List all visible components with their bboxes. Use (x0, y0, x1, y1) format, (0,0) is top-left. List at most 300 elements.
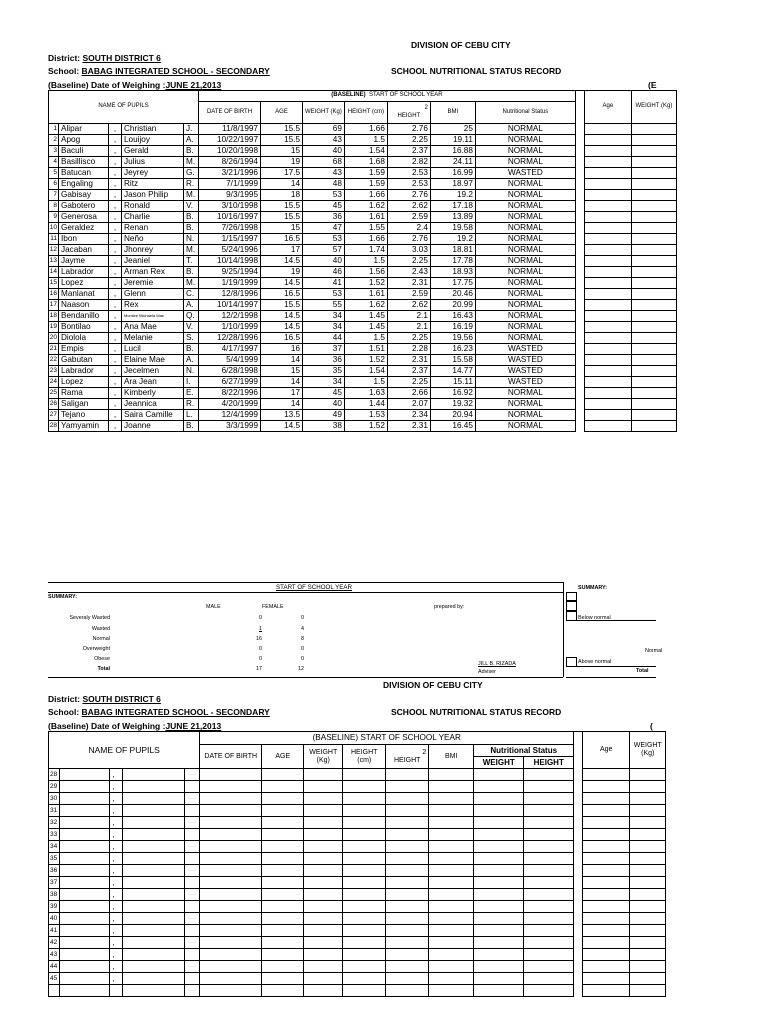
middle-initial: B. (184, 145, 199, 156)
col-header-height-2: HEIGHT (cm) (343, 745, 386, 769)
weight: 53 (303, 189, 345, 200)
table-row (49, 865, 666, 877)
spacer-cell (575, 299, 584, 310)
empty-cell (429, 889, 474, 901)
last-name: Gabisay (59, 189, 109, 200)
table-row (49, 901, 666, 913)
col-header-status-height: HEIGHT (524, 757, 574, 769)
first-name: Julius (122, 156, 184, 167)
empty-cell (584, 244, 631, 255)
age: 15 (261, 145, 303, 156)
empty-cell (583, 901, 630, 913)
empty-cell (474, 829, 524, 841)
weight: 68 (303, 156, 345, 167)
empty-cell (474, 877, 524, 889)
empty-cell (524, 769, 574, 781)
summary-female-value: 12 (298, 666, 304, 672)
height: 1.45 (344, 321, 387, 332)
row-number: 24 (49, 376, 59, 387)
empty-cell (630, 949, 666, 961)
first-name: Jecelmen (122, 365, 184, 376)
empty-cell (631, 156, 676, 167)
empty-cell (584, 266, 631, 277)
empty-cell (584, 200, 631, 211)
row-number: 17 (49, 299, 59, 310)
middle-initial: L. (184, 409, 199, 420)
weight: 45 (303, 200, 345, 211)
empty-cell (583, 853, 630, 865)
height-squared: 2.37 (387, 365, 430, 376)
bmi: 19.58 (430, 222, 475, 233)
bmi: 15.11 (430, 376, 475, 387)
empty-cell (429, 865, 474, 877)
spacer-cell (575, 420, 584, 431)
weighing-line-2 (48, 721, 221, 731)
bmi: 15.58 (430, 354, 475, 365)
table-row (49, 321, 677, 332)
middle-initial: G. (184, 167, 199, 178)
col-header-age-2: AGE (262, 745, 304, 769)
empty-cell (123, 925, 185, 937)
bmi: 19.32 (430, 398, 475, 409)
table-row (49, 829, 666, 841)
nutritional-status: NORMAL (475, 211, 575, 222)
table-row (49, 805, 666, 817)
empty-cell (262, 829, 304, 841)
comma: , (109, 387, 122, 398)
summary-category: Wasted (91, 626, 110, 632)
comma: , (110, 949, 123, 961)
empty-cell (584, 387, 631, 398)
table-row (49, 409, 677, 420)
school-line (48, 66, 270, 76)
col-header-height: HEIGHT (cm) (344, 101, 387, 123)
empty-cell (429, 853, 474, 865)
empty-cell (343, 925, 386, 937)
summary-female-value: 0 (301, 615, 304, 621)
height-squared: 2.59 (387, 288, 430, 299)
row-number: 14 (49, 266, 59, 277)
comma: , (110, 865, 123, 877)
comma: , (110, 793, 123, 805)
last-name: Ibon (59, 233, 109, 244)
row-number: 36 (49, 865, 60, 877)
weight: 34 (303, 310, 345, 321)
comma: , (109, 321, 122, 332)
row-number: 43 (49, 949, 60, 961)
weight: 47 (303, 222, 345, 233)
empty-cell (584, 277, 631, 288)
table-row (49, 200, 677, 211)
age: 15 (261, 365, 303, 376)
empty-cell (123, 829, 185, 841)
last-name: Empis (59, 343, 109, 354)
empty-cell (631, 123, 676, 134)
col-header-bmi-2: BMI (429, 745, 474, 769)
nutritional-status: WASTED (475, 376, 575, 387)
empty-cell (631, 376, 676, 387)
height: 1.53 (344, 409, 387, 420)
height-squared: 2.31 (387, 354, 430, 365)
empty-cell (630, 913, 666, 925)
table-row (49, 853, 666, 865)
first-name: Lucil (122, 343, 184, 354)
date-of-birth: 3/21/1996 (199, 167, 261, 178)
table-row (49, 354, 677, 365)
table-row (49, 913, 666, 925)
bmi: 17.78 (430, 255, 475, 266)
last-name: Lopez (59, 376, 109, 387)
row-number: 12 (49, 244, 59, 255)
last-name: Rama (59, 387, 109, 398)
comma: , (110, 853, 123, 865)
row-number: 42 (49, 937, 60, 949)
table-row (49, 889, 666, 901)
height-squared: 3.03 (387, 244, 430, 255)
last-name: Lopez (59, 277, 109, 288)
empty-cell (584, 189, 631, 200)
bmi: 25 (430, 123, 475, 134)
col-header-weight-right-2: WEIGHT (Kg) (630, 732, 666, 769)
spacer-cell (575, 134, 584, 145)
empty-cell (630, 841, 666, 853)
weight: 49 (303, 409, 345, 420)
row-number: 16 (49, 288, 59, 299)
spacer-cell (574, 949, 583, 961)
summary-category: Severaly Wasted (69, 615, 110, 621)
age: 14 (261, 178, 303, 189)
height: 1.62 (344, 299, 387, 310)
height: 1.68 (344, 156, 387, 167)
row-number: 18 (49, 310, 59, 321)
weight: 35 (303, 365, 345, 376)
above-normal-label: Above normal (578, 659, 612, 665)
empty-cell (583, 781, 630, 793)
first-name: Melanie (122, 332, 184, 343)
empty-cell (429, 877, 474, 889)
comma: , (109, 420, 122, 431)
nutritional-status: NORMAL (475, 321, 575, 332)
empty-cell (123, 937, 185, 949)
first-name: Jeaniel (122, 255, 184, 266)
summary-category: Obese (94, 656, 110, 662)
weight: 45 (303, 387, 345, 398)
summary-category: Total (97, 666, 110, 672)
empty-cell (185, 889, 200, 901)
empty-cell (262, 925, 304, 937)
empty-cell (631, 244, 676, 255)
empty-cell (200, 877, 262, 889)
table-row (49, 222, 677, 233)
empty-cell (185, 841, 200, 853)
empty-cell (630, 901, 666, 913)
comma: , (109, 277, 122, 288)
empty-cell (474, 937, 524, 949)
empty-cell (630, 865, 666, 877)
middle-initial: M. (184, 277, 199, 288)
row-number: 5 (49, 167, 59, 178)
district-line-2 (48, 694, 161, 704)
empty-cell (343, 865, 386, 877)
empty-cell (630, 793, 666, 805)
empty-cell (429, 781, 474, 793)
height-squared: 2.43 (387, 266, 430, 277)
comma: , (109, 211, 122, 222)
row-number: 21 (49, 343, 59, 354)
nutritional-status: NORMAL (475, 398, 575, 409)
empty-cell (200, 805, 262, 817)
nutritional-status: NORMAL (475, 332, 575, 343)
last-name (60, 925, 110, 937)
empty-cell (584, 211, 631, 222)
first-name: Joanne (122, 420, 184, 431)
empty-cell (304, 865, 343, 877)
table-row (49, 925, 666, 937)
height-squared: 2.07 (387, 398, 430, 409)
empty-cell (630, 769, 666, 781)
empty-cell (123, 961, 185, 973)
table-row (49, 123, 677, 134)
empty-cell (631, 200, 676, 211)
empty-cell (584, 233, 631, 244)
empty-cell (304, 985, 343, 997)
height: 1.61 (344, 288, 387, 299)
nutritional-status: NORMAL (475, 299, 575, 310)
empty-cell (185, 793, 200, 805)
empty-cell (631, 134, 676, 145)
empty-cell (584, 299, 631, 310)
age: 16.5 (261, 332, 303, 343)
empty-cell (262, 781, 304, 793)
date-of-birth: 5/4/1999 (199, 354, 261, 365)
comma: , (109, 167, 122, 178)
date-of-birth: 7/26/1998 (199, 222, 261, 233)
spacer-cell (575, 167, 584, 178)
empty-cell (474, 925, 524, 937)
empty-cell (474, 901, 524, 913)
empty-cell (185, 865, 200, 877)
height: 1.52 (344, 354, 387, 365)
bmi: 19.2 (430, 189, 475, 200)
middle-initial: J. (184, 123, 199, 134)
last-name (60, 817, 110, 829)
empty-cell (200, 913, 262, 925)
age: 15.5 (261, 134, 303, 145)
height: 1.56 (344, 266, 387, 277)
summary-male-value: 17 (256, 666, 262, 672)
weight: 40 (303, 255, 345, 266)
empty-cell (524, 829, 574, 841)
empty-cell (630, 853, 666, 865)
last-name (60, 973, 110, 985)
right-cut-label-2: ( (650, 721, 653, 731)
table-row (49, 288, 677, 299)
height-squared: 2.25 (387, 134, 430, 145)
empty-cell (343, 853, 386, 865)
empty-cell (630, 817, 666, 829)
comma (110, 985, 123, 997)
spacer-cell (575, 288, 584, 299)
weighing-line (48, 80, 221, 90)
comma: , (110, 961, 123, 973)
empty-cell (631, 310, 676, 321)
empty-cell (631, 420, 676, 431)
empty-cell (123, 793, 185, 805)
weighing-label-2: (Baseline) Date of Weighing : (48, 721, 166, 731)
spacer-cell (574, 913, 583, 925)
spacer-cell (575, 266, 584, 277)
empty-cell (386, 985, 429, 997)
empty-cell (304, 877, 343, 889)
last-name (60, 829, 110, 841)
bmi: 18.81 (430, 244, 475, 255)
spacer-cell (574, 889, 583, 901)
empty-cell (524, 925, 574, 937)
height-squared: 2.34 (387, 409, 430, 420)
adviser-label: Adviser (478, 669, 496, 675)
spacer-cell (575, 354, 584, 365)
last-name (60, 781, 110, 793)
comma: , (110, 877, 123, 889)
empty-cell (584, 354, 631, 365)
record-title-2: SCHOOL NUTRITIONAL STATUS RECORD (391, 707, 562, 717)
empty-cell (262, 985, 304, 997)
last-name: Engaling (59, 178, 109, 189)
comma: , (109, 255, 122, 266)
table-row (49, 299, 677, 310)
bmi: 20.46 (430, 288, 475, 299)
date-of-birth: 4/17/1997 (199, 343, 261, 354)
nutritional-status: WASTED (475, 365, 575, 376)
bmi: 16.43 (430, 310, 475, 321)
district-label-2: District: (48, 694, 81, 704)
first-name: Christian (122, 123, 184, 134)
empty-cell (185, 937, 200, 949)
row-number: 20 (49, 332, 59, 343)
comma: , (109, 365, 122, 376)
spacer-cell (575, 398, 584, 409)
table-row (49, 398, 677, 409)
comma: , (109, 145, 122, 156)
height-squared: 2.31 (387, 420, 430, 431)
weight: 36 (303, 211, 345, 222)
empty-cell (583, 949, 630, 961)
district-value: SOUTH DISTRICT 6 (82, 53, 161, 63)
weighing-date-2: JUNE 21,2013 (165, 721, 222, 731)
table-row (49, 877, 666, 889)
bmi: 16.23 (430, 343, 475, 354)
last-name (60, 961, 110, 973)
table-row (49, 167, 677, 178)
age: 17.5 (261, 167, 303, 178)
empty-cell (524, 985, 574, 997)
empty-cell (200, 793, 262, 805)
weight: 37 (303, 343, 345, 354)
date-of-birth: 10/20/1998 (199, 145, 261, 156)
row-number: 29 (49, 781, 60, 793)
weight: 53 (303, 288, 345, 299)
row-number: 2 (49, 134, 59, 145)
empty-cell (185, 829, 200, 841)
middle-initial: R. (184, 398, 199, 409)
empty-cell (262, 769, 304, 781)
height-squared: 2.25 (387, 255, 430, 266)
district-label: District: (48, 53, 81, 63)
empty-cell (304, 829, 343, 841)
empty-cell (304, 889, 343, 901)
empty-cell (304, 901, 343, 913)
empty-cell (386, 901, 429, 913)
empty-cell (185, 901, 200, 913)
col-spacer-2 (574, 732, 583, 769)
height: 1.59 (344, 167, 387, 178)
empty-cell (630, 985, 666, 997)
spacer-cell (575, 343, 584, 354)
empty-cell (474, 853, 524, 865)
table-row (49, 781, 666, 793)
comma: , (110, 913, 123, 925)
row-number: 25 (49, 387, 59, 398)
empty-cell (262, 805, 304, 817)
summary-male-value: 0 (259, 656, 262, 662)
empty-cell (583, 769, 630, 781)
spacer-cell (575, 211, 584, 222)
empty-cell (583, 805, 630, 817)
empty-cell (185, 973, 200, 985)
height-squared: 2.1 (387, 310, 430, 321)
last-name: Saligan (59, 398, 109, 409)
empty-cell (631, 299, 676, 310)
empty-cell (200, 949, 262, 961)
comma: , (110, 937, 123, 949)
row-number: 44 (49, 961, 60, 973)
col-header-baseline-2: (BASELINE) START OF SCHOOL YEAR (200, 732, 574, 745)
table-row (49, 178, 677, 189)
empty-cell (343, 817, 386, 829)
weight: 55 (303, 299, 345, 310)
date-of-birth: 8/26/1994 (199, 156, 261, 167)
prepared-by-label: prepared by: (434, 604, 465, 610)
table-row (49, 189, 677, 200)
empty-cell (583, 937, 630, 949)
first-name: Ritz (122, 178, 184, 189)
empty-cell (262, 793, 304, 805)
empty-cell (631, 211, 676, 222)
age: 14.5 (261, 310, 303, 321)
weight: 41 (303, 277, 345, 288)
right-cut-label: (E (648, 80, 657, 90)
row-number: 27 (49, 409, 59, 420)
row-number: 38 (49, 889, 60, 901)
middle-initial: E. (184, 387, 199, 398)
empty-cell (185, 769, 200, 781)
middle-initial: R. (184, 178, 199, 189)
spacer-cell (575, 222, 584, 233)
empty-cell (429, 769, 474, 781)
bmi: 17.75 (430, 277, 475, 288)
comma: , (110, 889, 123, 901)
nutritional-status: NORMAL (475, 156, 575, 167)
summary-right-label: SUMMARY: (578, 585, 608, 591)
summary-female-value: 8 (301, 636, 304, 642)
first-name: Elaine Mae (122, 354, 184, 365)
height-squared: 2.82 (387, 156, 430, 167)
table-row (49, 332, 677, 343)
empty-cell (524, 841, 574, 853)
empty-cell (123, 889, 185, 901)
last-name (60, 853, 110, 865)
empty-cell (474, 793, 524, 805)
